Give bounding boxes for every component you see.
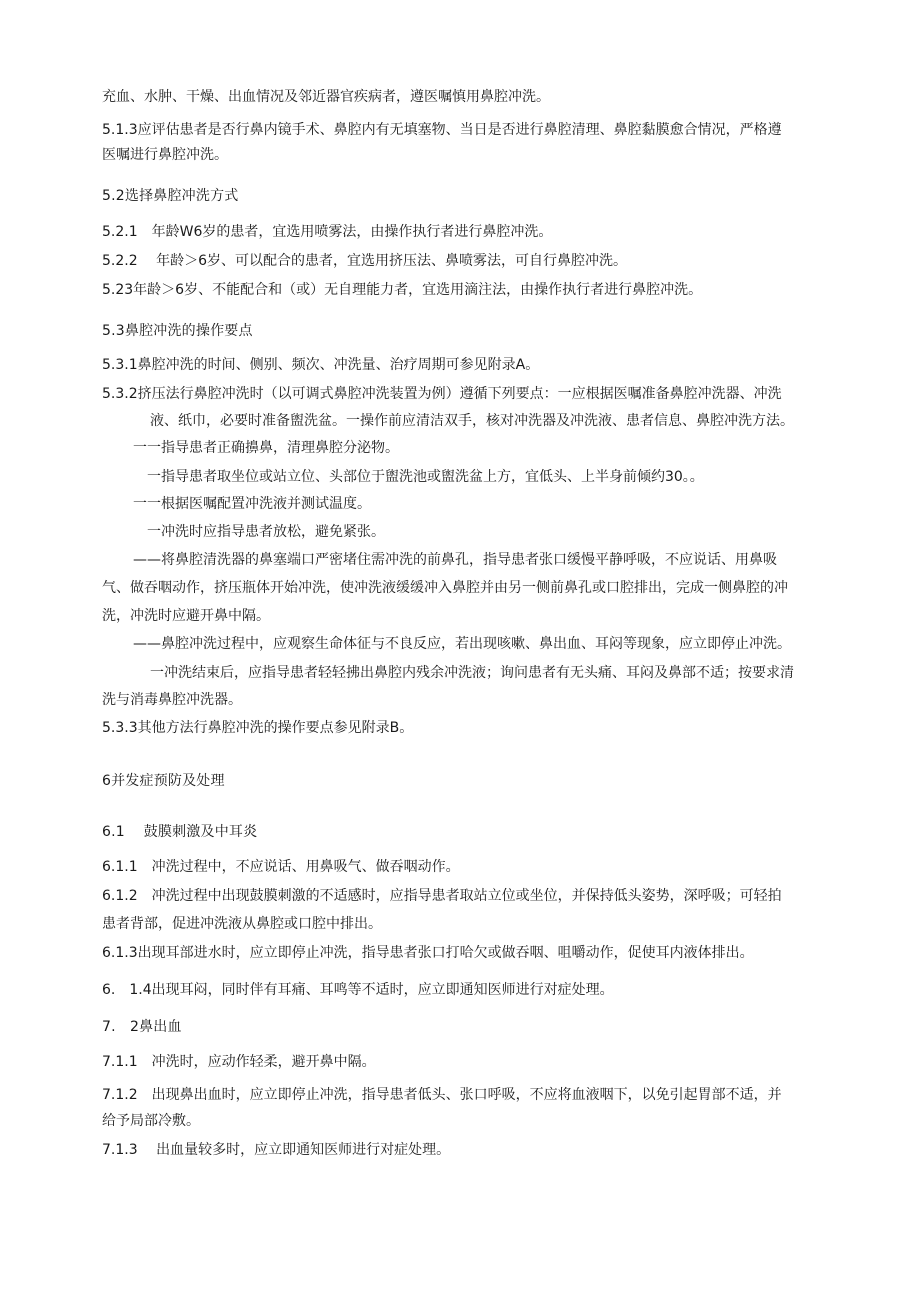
list-item: 一指导患者取坐位或站立位、头部位于盥洗池或盥洗盆上方，宜低头、上半身前倾约30。。: [147, 469, 704, 485]
list-item: ——鼻腔冲洗过程中，应观察生命体征与不良反应，若出现咳嗽、鼻出血、耳闷等现象，应立即停止冲洗。: [133, 636, 791, 652]
paragraph-line: 洗与消毒鼻腔冲洗器。: [102, 692, 242, 708]
paragraph-line: 医嘱进行鼻腔冲洗。: [102, 147, 228, 163]
clause-7-1-2: 7.1.2 出现鼻出血时，应立即停止冲洗，指导患者低头、张口呼吸，不应将血液咽下，以免引起胃部不适，并: [102, 1087, 782, 1103]
clause-5-2-2: 5.2.2 年龄＞6岁、可以配合的患者，宜选用挤压法、鼻喷雾法，可自行鼻腔冲洗。: [102, 253, 627, 269]
clause-5-2-1: 5.2.1 年龄W6岁的患者，宜选用喷雾法，由操作执行者进行鼻腔冲洗。: [102, 224, 553, 240]
clause-5-3-2: 5.3.2挤压法行鼻腔冲洗时（以可调式鼻腔冲洗装置为例）遵循下列要点：一应根据医嘱准备鼻腔冲洗器、冲洗: [102, 386, 782, 402]
paragraph-line: 给予局部冷敷。: [102, 1113, 200, 1129]
clause-6-1-4: 6. 1.4出现耳闷，同时伴有耳痛、耳鸣等不适时，应立即通知医师进行对症处理。: [102, 982, 614, 998]
clause-5-2-3: 5.23年龄＞6岁、不能配合和（或）无自理能力者，宜选用滴注法，由操作执行者进行鼻腔冲洗。: [102, 282, 703, 298]
paragraph-line: 洗，冲洗时应避开鼻中隔。: [102, 608, 270, 624]
paragraph-line: 充血、水肿、干燥、出血情况及邻近器官疾病者，遵医嘱慎用鼻腔冲洗。: [102, 89, 550, 105]
paragraph-line: 气、做吞咽动作，挤压瓶体开始冲洗，使冲洗液缓缓冲入鼻腔并由另一侧前鼻孔或口腔排出，完成一侧鼻腔的冲: [102, 580, 788, 596]
clause-6-1-2: 6.1.2 冲洗过程中出现鼓膜刺激的不适感时，应指导患者取站立位或坐位，并保持低头姿势，深呼吸；可轻拍: [102, 888, 782, 904]
section-heading-6-1: 6.1 鼓膜刺激及中耳炎: [102, 824, 258, 840]
clause-7-1-3: 7.1.3 出血量较多时，应立即通知医师进行对症处理。: [102, 1142, 451, 1158]
section-heading-7-2: 7. 2鼻出血: [102, 1019, 182, 1035]
paragraph-line: 液、纸巾，必要时准备盥洗盆。一操作前应清洁双手，核对冲洗器及冲洗液、患者信息、鼻腔冲洗方法。: [150, 413, 794, 429]
clause-7-1-1: 7.1.1 冲洗时，应动作轻柔，避开鼻中隔。: [102, 1054, 376, 1070]
list-item: 一一根据医嘱配置冲洗液并测试温度。: [133, 496, 371, 512]
section-heading-6: 6并发症预防及处理: [102, 773, 225, 789]
clause-5-3-3: 5.3.3其他方法行鼻腔冲洗的操作要点参见附录B。: [102, 720, 414, 736]
list-item: ——将鼻腔清洗器的鼻塞端口严密堵住需冲洗的前鼻孔，指导患者张口缓慢平静呼吸，不应说话、用鼻吸: [133, 552, 777, 568]
clause-5-3-1: 5.3.1鼻腔冲洗的时间、侧别、频次、冲洗量、治疗周期可参见附录A。: [102, 357, 540, 373]
list-item: 一冲洗时应指导患者放松，避免紧张。: [147, 524, 385, 540]
section-heading-5-3: 5.3鼻腔冲洗的操作要点: [102, 323, 253, 339]
clause-6-1-3: 6.1.3出现耳部进水时，应立即停止冲洗，指导患者张口打哈欠或做吞咽、咀嚼动作，促使耳内液体排出。: [102, 945, 754, 961]
list-item: 一冲洗结束后，应指导患者轻轻拂出鼻腔内残余冲洗液；询问患者有无头痛、耳闷及鼻部不适；按要求清: [150, 665, 794, 681]
clause-6-1-1: 6.1.1 冲洗过程中，不应说话、用鼻吸气、做吞咽动作。: [102, 859, 460, 875]
section-heading-5-2: 5.2选择鼻腔冲洗方式: [102, 188, 239, 204]
list-item: 一一指导患者正确擤鼻，清理鼻腔分泌物。: [133, 440, 399, 456]
clause-5-1-3: 5.1.3应评估患者是否行鼻内镜手术、鼻腔内有无填塞物、当日是否进行鼻腔清理、鼻腔黏膜愈合情况，严格遵: [102, 122, 782, 138]
paragraph-line: 患者背部，促进冲洗液从鼻腔或口腔中排出。: [102, 916, 382, 932]
